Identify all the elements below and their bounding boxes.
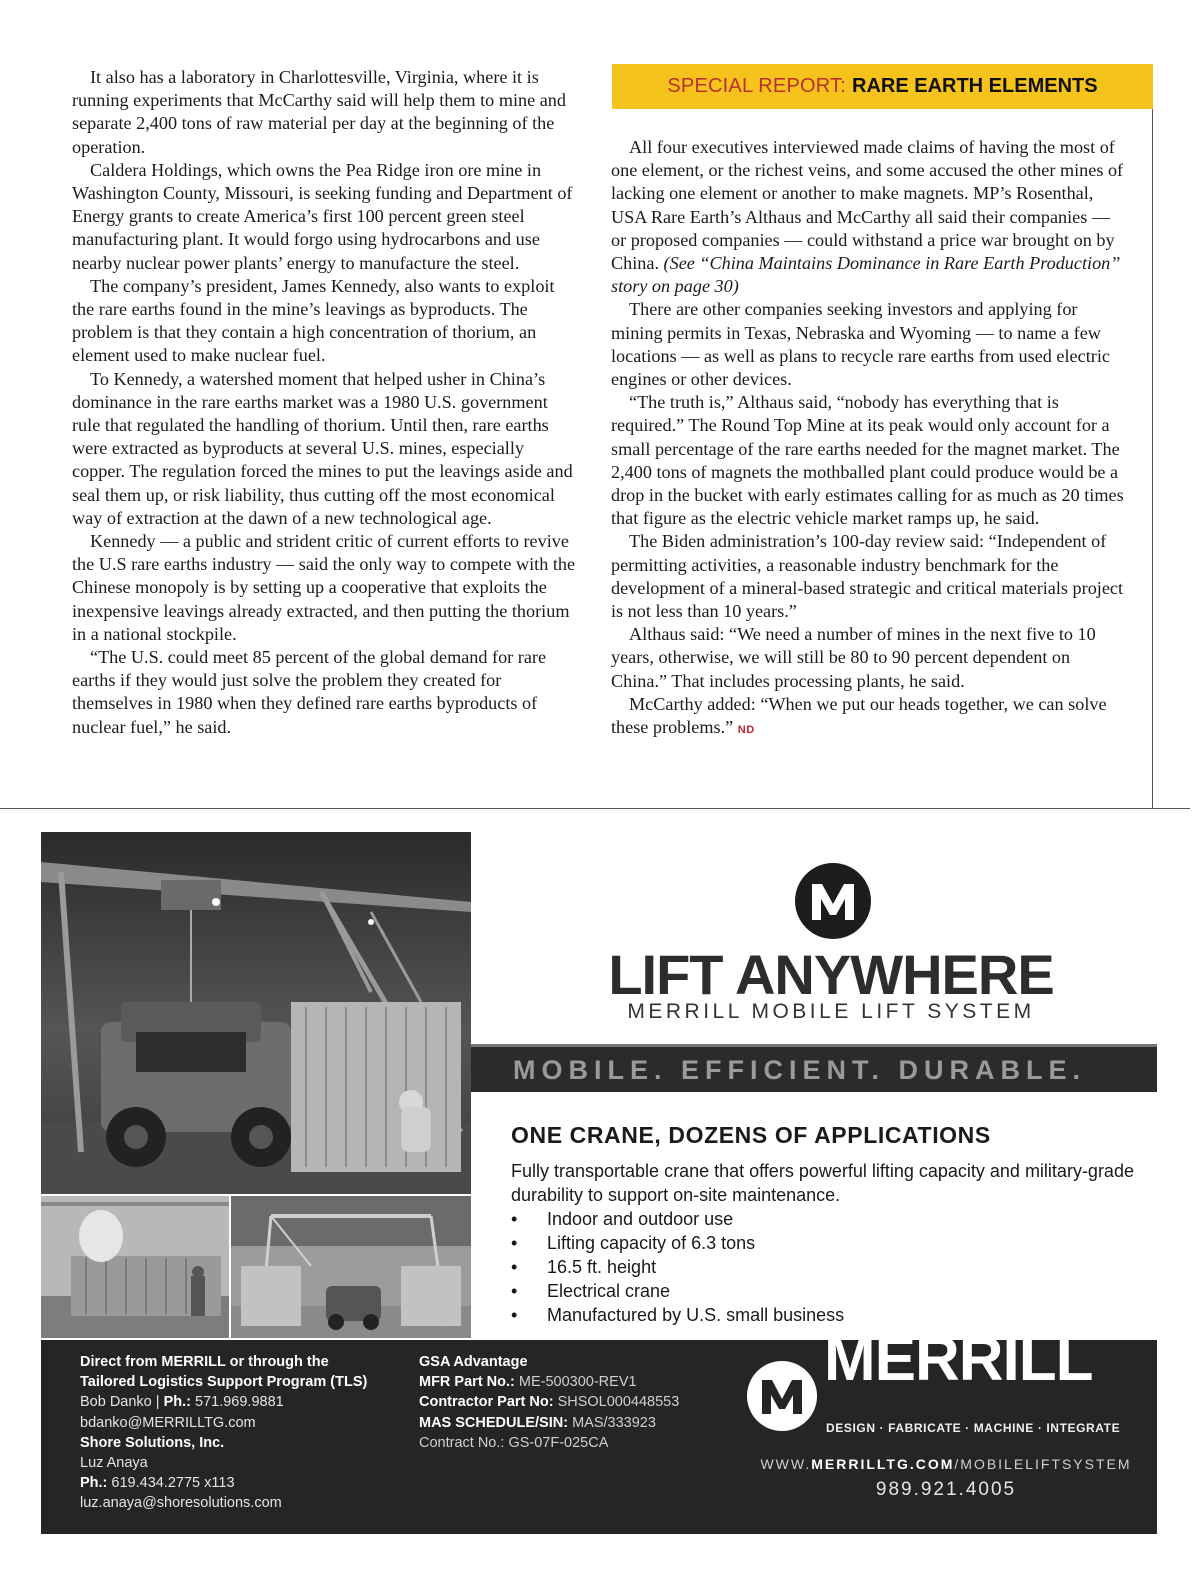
article-paragraph: Kennedy — a public and strident critic of current efforts to revive the U.S rare earths industry — said the only way to compete with the Chinese monopoly is by setting up a cooperative that exploits the inexpensive leavings already extracted, and then putting the thorium in a national stockpile. <box>72 531 576 644</box>
phone-label: Ph.: <box>80 1475 108 1492</box>
feature-item: • 16.5 ft. height <box>511 1255 1151 1279</box>
special-report-banner <box>612 64 1153 109</box>
container-photo <box>41 1196 229 1338</box>
merrill-logo-icon <box>746 1360 818 1432</box>
brand-url[interactable] <box>746 1454 1146 1474</box>
article-paragraph: It also has a laboratory in Charlottesville, Virginia, where it is running experiments that McCarthy said will help them to mine and separate 2,400 tons of raw material per day at the beginning of the operation. <box>72 67 566 157</box>
page-divider <box>0 808 1190 809</box>
crane-truck-photo <box>41 832 471 1194</box>
brand-phone[interactable]: 989.921.4005 <box>875 1479 1017 1500</box>
contact-person: Bob Danko | <box>80 1394 164 1411</box>
merrill-brand <box>746 1325 1146 1530</box>
tagline-bar <box>471 1044 1157 1092</box>
tagline-text: MOBILE. EFFICIENT. DURABLE. <box>513 1055 1086 1085</box>
contact-email[interactable]: luz.anaya@shoresolutions.com <box>80 1495 282 1512</box>
feature-item: • Electrical crane <box>511 1279 1151 1303</box>
article-left-column <box>72 66 580 739</box>
contact-phone[interactable]: 571.969.9881 <box>190 1394 284 1411</box>
ad-headline: LIFT ANYWHERE <box>608 943 1054 1006</box>
article-paragraph: There are other companies seeking investors and applying for mining permits in Texas, Nebraska and Wyoming — to name a few locations — as well as plans to recycle rare earths from used electric engines or other devices. <box>611 299 1110 390</box>
banner-lead: SPECIAL REPORT: <box>667 75 847 97</box>
feature-item: • Indoor and outdoor use <box>511 1207 1151 1231</box>
url-path: /MOBILELIFTSYSTEM <box>954 1456 1132 1472</box>
gsa-heading: GSA Advantage <box>419 1354 528 1370</box>
brand-wordmark: MERRILL <box>824 1325 1093 1394</box>
contractor-value: SHSOL000448553 <box>553 1394 680 1411</box>
article-paragraph: Caldera Holdings, which owns the Pea Ridge iron ore mine in Washington County, Missouri, is seeking funding and Department of Energy grants to create America’s first 100 percent green steel manufacturing plant. It would forgo using hydrocarbons and use nearby nuclear power plants’ energy to manufacture the steel. <box>72 159 573 273</box>
banner-topic: RARE EARTH ELEMENTS <box>852 75 1098 97</box>
gantry-photo <box>231 1196 471 1338</box>
ad-subhead: MERRILL MOBILE LIFT SYSTEM <box>627 1000 1035 1023</box>
article-paragraph <box>611 136 1129 298</box>
contact-company: Shore Solutions, Inc. <box>80 1434 225 1451</box>
applications-title: ONE CRANE, DOZENS OF APPLICATIONS <box>511 1122 991 1148</box>
article-text: McCarthy added: “When we put our heads together, we can solve these problems.” <box>611 693 1107 738</box>
merrill-advertisement <box>41 832 1157 1534</box>
story-reference: (See “China Maintains Dominance in Rare Earth Production” story on page 30) <box>611 253 1121 297</box>
merrill-logo-icon <box>794 862 872 940</box>
article-paragraph <box>611 693 1129 742</box>
url-prefix: WWW. <box>760 1456 812 1472</box>
column-divider <box>1152 109 1153 809</box>
feature-list <box>511 1207 1151 1327</box>
feature-item: • Lifting capacity of 6.3 tons <box>511 1231 1151 1255</box>
contract-number: Contract No.: GS-07F-025CA <box>419 1434 609 1451</box>
article-paragraph: “The truth is,” Althaus said, “nobody has everything that is required.” The Round Top Mine at its peak would only account for a small percentage of the rare earths needed for the magnet market. The 2,400 tons of magnets the mothballed plant could produce would be a drop in the bucket with early estimates calling for as much as 20 times that figure as the electric vehicle market ramps up, he said. <box>611 392 1124 529</box>
end-mark: ND <box>737 724 755 737</box>
mfr-label: MFR Part No.: <box>419 1374 515 1391</box>
contact-email[interactable]: bdanko@MERRILLTG.com <box>80 1414 256 1431</box>
phone-label: Ph.: <box>163 1394 191 1411</box>
brand-tagline: DESIGN · FABRICATE · MACHINE · INTEGRATE <box>826 1421 1121 1435</box>
applications-section <box>511 1122 1151 1327</box>
feature-item: • Manufactured by U.S. small business <box>511 1303 1151 1327</box>
article-paragraph: Althaus said: “We need a number of mines in the next five to 10 years, otherwise, we will still be 80 to 90 percent dependent on China.” That includes processing plants, he said. <box>611 624 1096 691</box>
article-paragraph: The Biden administration’s 100-day review said: “Independent of permitting activities, a reasonable industry benchmark for the development of a mineral-based strategic and critical materials project is not less than 10 years.” <box>611 531 1124 622</box>
article-text: All four executives interviewed made claims of having the most of one element, or the richest veins, and some accused the other mines of lacking one element or another to make magnets. MP’s Rosenthal, USA Rare Earth’s Althaus and McCarthy all said their companies — or proposed companies — could withstand a price war brought on by China. <box>611 137 1124 274</box>
article-paragraph: “The U.S. could meet 85 percent of the global demand for rare earths if they would just solve the problem they created for themselves in 1980 when they defined rare earths byproducts of nuclear fuel,” he said. <box>72 647 547 737</box>
contact-bar <box>41 1325 1157 1534</box>
article-right-column <box>611 136 1129 742</box>
mfr-value: ME-500300-REV1 <box>514 1374 637 1391</box>
contact-heading: Direct from MERRILL or through the <box>80 1354 329 1370</box>
contact-merrill <box>80 1352 400 1514</box>
article-paragraph: To Kennedy, a watershed moment that helped usher in China’s dominance in the rare earths market was a 1980 U.S. government rule that regulated the handling of thorium. Until then, rare earths were extracted as byproducts at several U.S. mines, especially copper. The regulation forced the mines to put the leavings aside and seal them up, or risk liability, thus cutting off the most economical way of extraction at the dawn of a new technological age. <box>72 368 573 528</box>
contractor-label: Contractor Part No: <box>419 1394 554 1411</box>
applications-description: Fully transportable crane that offers powerful lifting capacity and military-grade durability to support on-site maintenance. <box>511 1161 1134 1205</box>
contact-heading: Tailored Logistics Support Program (TLS) <box>80 1374 368 1391</box>
contact-phone[interactable]: 619.434.2775 x113 <box>107 1475 235 1492</box>
contact-person: Luz Anaya <box>80 1455 148 1472</box>
mas-label: MAS SCHEDULE/SIN: <box>419 1414 569 1431</box>
url-domain: MERRILLTG.COM <box>811 1456 955 1472</box>
contact-gsa <box>419 1352 749 1453</box>
mas-value: MAS/333923 <box>568 1414 656 1431</box>
article-paragraph: The company’s president, James Kennedy, also wants to exploit the rare earths found in the mine’s leavings as byproducts. The problem is that they contain a high concentration of thorium, an element used to make nuclear fuel. <box>72 275 555 366</box>
